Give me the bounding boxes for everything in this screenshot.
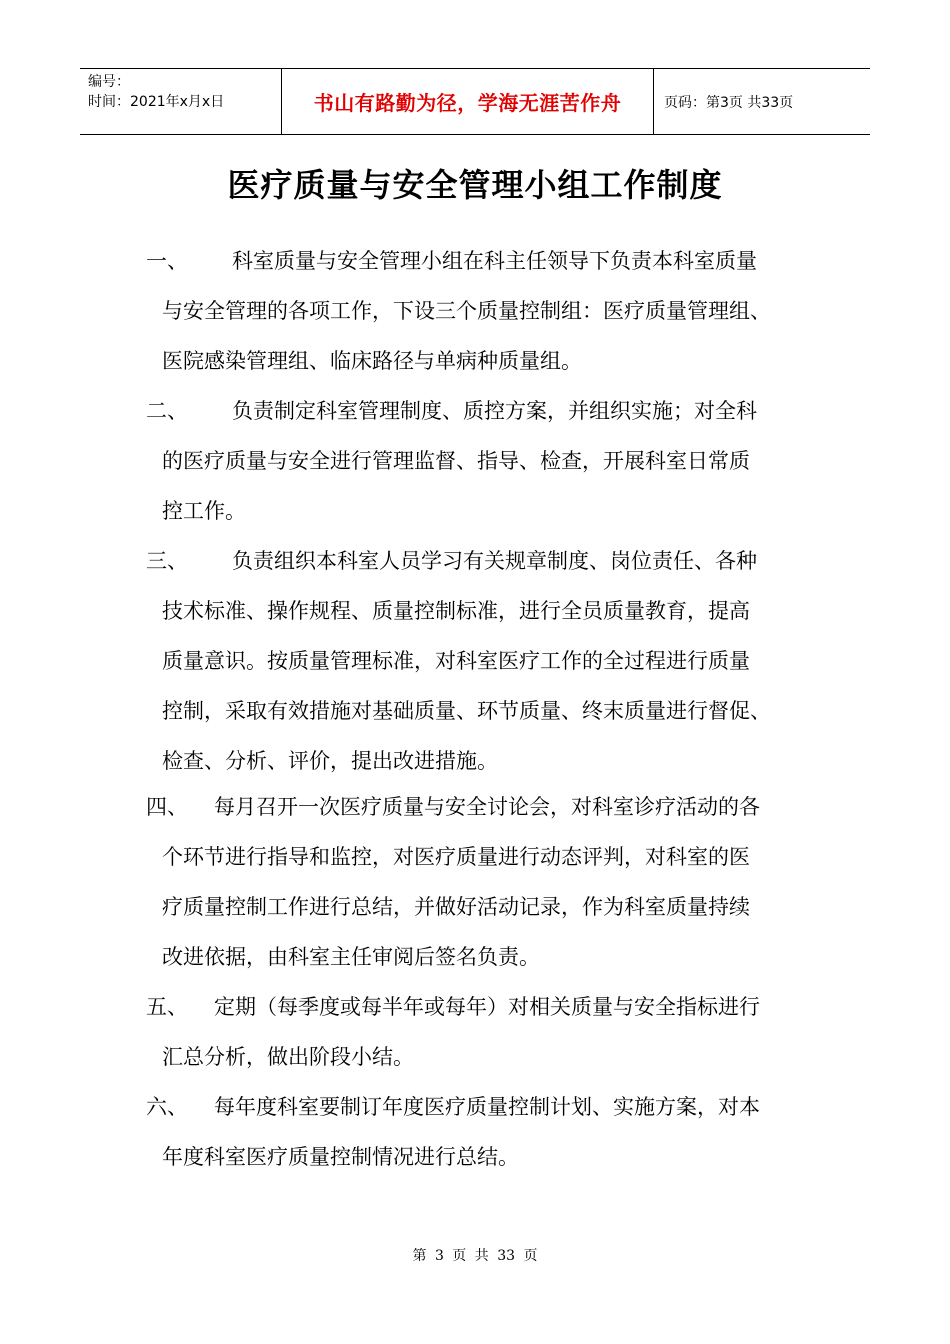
section-line: 负责制定科室管理制度、质控方案，并组织实施；对全科	[232, 399, 757, 423]
section-line: 的医疗质量与安全进行管理监督、指导、检查，开展科室日常质	[162, 449, 750, 473]
page-footer: 第 3 页 共 33 页	[412, 1248, 538, 1264]
section-number: 三、	[146, 549, 188, 573]
header-page-info: 页码：第3页 共33页	[664, 94, 794, 111]
section-line: 定期（每季度或每半年或每年）对相关质量与安全指标进行	[214, 995, 760, 1019]
header-meta-cell	[80, 69, 282, 134]
section-line: 改进依据，由科室主任审阅后签名负责。	[162, 945, 540, 969]
section-line: 控制，采取有效措施对基础质量、环节质量、终末质量进行督促、	[162, 699, 771, 723]
section-number: 四、	[146, 795, 188, 819]
section-number: 六、	[146, 1095, 188, 1119]
section-line: 汇总分析，做出阶段小结。	[162, 1045, 414, 1069]
section-5	[146, 982, 826, 1082]
section-4	[146, 782, 826, 982]
document-title: 医疗质量与安全管理小组工作制度	[227, 166, 723, 204]
section-number: 五、	[146, 995, 188, 1019]
section-number: 二、	[146, 399, 188, 423]
section-line: 科室质量与安全管理小组在科主任领导下负责本科室质量	[232, 249, 757, 273]
section-line: 个环节进行指导和监控，对医疗质量进行动态评判，对科室的医	[162, 845, 750, 869]
section-line: 每月召开一次医疗质量与安全讨论会，对科室诊疗活动的各	[214, 795, 760, 819]
section-line: 医院感染管理组、临床路径与单病种质量组。	[162, 349, 582, 373]
document-number-label: 编号：	[88, 74, 130, 90]
header-page-cell	[654, 69, 870, 134]
section-line: 年度科室医疗质量控制情况进行总结。	[162, 1145, 519, 1169]
section-3	[146, 536, 826, 786]
section-number: 一、	[146, 249, 188, 273]
section-1	[146, 236, 826, 386]
section-2	[146, 386, 826, 536]
section-line: 技术标准、操作规程、质量控制标准，进行全员质量教育，提高	[162, 599, 750, 623]
section-line: 每年度科室要制订年度医疗质量控制计划、实施方案，对本	[214, 1095, 760, 1119]
section-line: 负责组织本科室人员学习有关规章制度、岗位责任、各种	[232, 549, 757, 573]
section-line: 控工作。	[162, 499, 246, 523]
section-6	[146, 1082, 826, 1182]
section-line: 检查、分析、评价，提出改进措施。	[162, 749, 498, 773]
section-line: 质量意识。按质量管理标准，对科室医疗工作的全过程进行质量	[162, 649, 750, 673]
document-date-label: 时间：2021年x月x日	[88, 94, 225, 110]
header-table	[80, 68, 870, 135]
header-motto-cell	[282, 69, 654, 134]
header-motto: 书山有路勤为径，学海无涯苦作舟	[313, 91, 622, 115]
section-line: 疗质量控制工作进行总结，并做好活动记录，作为科室质量持续	[162, 895, 750, 919]
section-line: 与安全管理的各项工作，下设三个质量控制组：医疗质量管理组、	[162, 299, 771, 323]
